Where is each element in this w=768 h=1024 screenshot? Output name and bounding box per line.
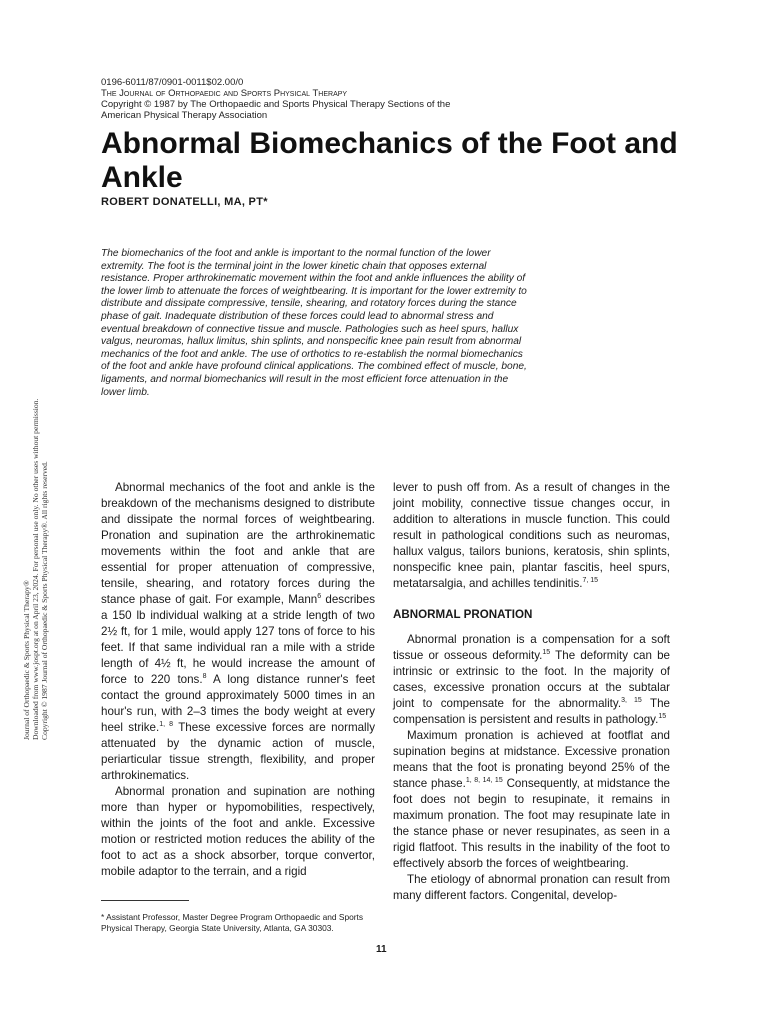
citation: 1, 8 [159, 721, 174, 729]
notice-line: Journal of Orthopaedic & Sports Physical Therapy® [22, 580, 31, 740]
footnote-divider [101, 900, 189, 901]
citation: 8 [202, 673, 207, 681]
article-author: ROBERT DONATELLI, MA, PT* [101, 196, 268, 208]
body-paragraph: Abnormal pronation and supination are nothing more than hyper or hypomobilities, respectively, within the joints of the foot and ankle. Excessive motion or restricted motion reduces the ability of the foot to act as a shock absorber, torque convertor, mobile adaptor to the terrain, and a rigid [101, 785, 375, 878]
download-notice [22, 340, 49, 740]
body-paragraph: Maximum pronation is achieved at footflat and supination begins at midstance. Excessive pronation means that the foot is pronating beyond 25% of the stance phase.$^{1, 8, 14, 15}$ Consequently, at midstance the foot does not begin to resupinate, it remains in maximum pronation. The foot may resupinate late in the stance phase or never resupinates, as seen in a rigid flatfoot. This results in the inability of the foot to effectively absorb the forces of weightbearing. [393, 729, 670, 870]
section-heading: ABNORMAL PRONATION [393, 608, 533, 621]
body-paragraph: The etiology of abnormal pronation can result from many different factors. Congenital, develop- [393, 873, 670, 902]
article-code: 0196-6011/87/0901-0011$02.00/0 [101, 77, 244, 88]
article-header [101, 77, 521, 121]
body-column-right [393, 480, 670, 904]
citation: 15 [542, 649, 551, 657]
journal-name: The Journal of Orthopaedic and Sports Physical Therapy [101, 88, 348, 99]
author-footnote: * Assistant Professor, Master Degree Program Orthopaedic and Sports Physical Therapy, Georgia State University, Atlanta, GA 30303. [101, 912, 364, 933]
citation: 7, 15 [582, 577, 599, 585]
notice-line: Downloaded from www.jospt.org at on April 23, 2024. For personal use only. No other uses without permission. [31, 398, 40, 740]
copyright-line-2: American Physical Therapy Association [101, 110, 268, 121]
article-title: Abnormal Biomechanics of the Foot and Ankle [101, 127, 678, 194]
citation: 1, 8, 14, 15 [465, 777, 503, 785]
citation: 15 [658, 713, 667, 721]
notice-line: Copyright © 1987 Journal of Orthopaedic & Sports Physical Therapy®. All rights reserved. [40, 461, 49, 740]
page-number: 11 [376, 944, 387, 955]
body-column-left [101, 480, 375, 880]
body-paragraph: Abnormal mechanics of the foot and ankle is the breakdown of the mechanisms designed to distribute and dissipate the normal forces of weightbearing. Pronation and supination are the arthrokinematic movements within the foot and ankle that are essential for proper attenuation of compressive, tensile, shearing, and rotatory forces during the stance phase of gait. For example, Mann$^6$ describes a 150 lb individual walking at a stride length of two 2½ ft, for 1 mile, would apply 127 tons of force to his feet. If that same individual ran a mile with a stride length of 4½ ft, he would increase the amount of force to 220 tons.$^8$ A long distance runner's feet contact the ground approximately 5000 times in an hour's run, with 2–3 times the body weight at every heel strike.$^{1, 8}$ These excessive forces are normally attenuated by the dynamic action of muscle, periarticular tissue strength, flexibility, and proper arthrokinematics. [101, 481, 376, 782]
citation: 3, 15 [621, 697, 642, 705]
copyright-line: Copyright © 1987 by The Orthopaedic and Sports Physical Therapy Sections of the [101, 99, 451, 110]
citation: 6 [317, 593, 322, 601]
article-abstract: The biomechanics of the foot and ankle is important to the normal function of the lower extremity. The foot is the terminal joint in the lower kinetic chain that opposes external resistance. Proper arthrokinematic movement within the foot and ankle influences the ability of the lower limb to attenuate the forces of weightbearing. It is important for the lower extremity to distribute and dissipate compressive, tensile, shearing, and rotatory forces during the stance phase of gait. Inadequate distribution of these forces could lead to abnormal stress and eventual breakdown of connective tissue and muscle. Pathologies such as heel spurs, hallux valgus, neuromas, hallux limitus, shin splints, and nonspecific knee pain result from abnormal mechanics of the foot and ankle. The use of orthotics to re-establish the normal biomechanics of the foot and ankle have profound clinical applications. The combined effect of muscle, bone, ligaments, and normal biomechanics will result in the most efficient force attenuation in the lower limb. [101, 248, 527, 398]
body-paragraph: lever to push off from. As a result of changes in the joint mobility, connective tissue changes occur, in addition to alterations in muscle function. This could result in pathological conditions such as neuromas, hallux valgus, tailors bunions, keratosis, shin splints, nonspecific knee pain, plantar fascitis, heel spurs, metatarsalgia, and achilles tendinitis.$^{7, 15}$ [393, 481, 670, 590]
body-paragraph: Abnormal pronation is a compensation for a soft tissue or osseous deformity.$^{15}$ The deformity can be intrinsic or extrinsic to the foot. In the majority of cases, excessive pronation occurs at the subtalar joint to compensate for the abnormality.$^{3, 15}$ The compensation is persistent and results in pathology.$^{15}$ [393, 633, 671, 726]
